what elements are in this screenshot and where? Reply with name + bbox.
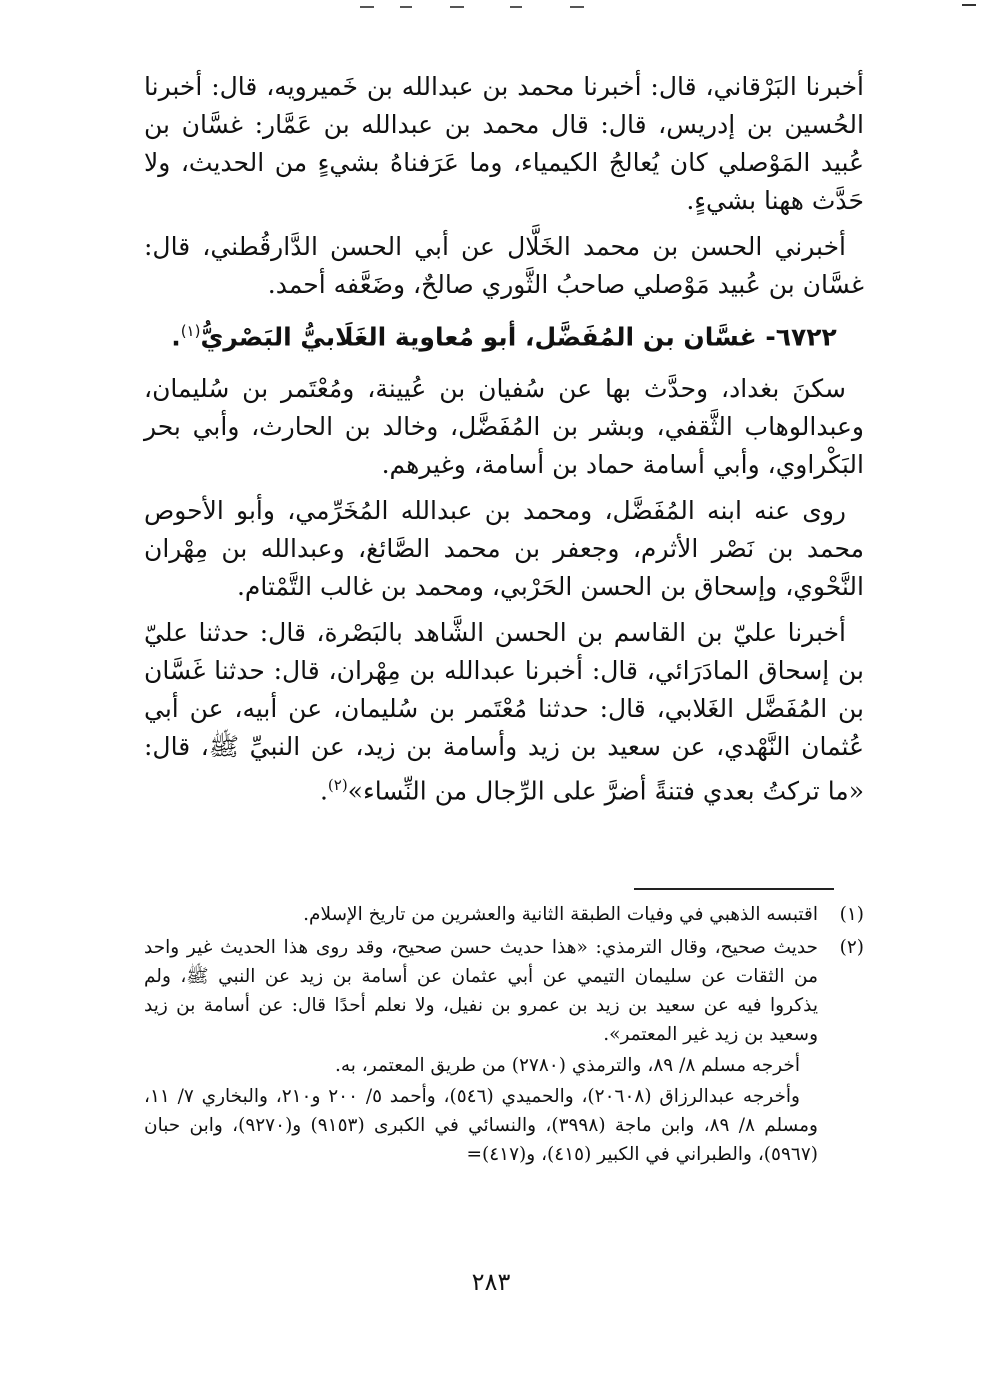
scan-corner-mark	[962, 4, 976, 6]
paragraph: أخبرنا عليّ بن القاسم بن الحسن الشَّاهد بالبَصْرة، قال: حدثنا عليّ بن إسحاق المادَرَائي، قال: أخبرنا عبدالله بن مِهْران، قال: حدثنا غَسَّان بن المُفَضَّل الغَلابي، قال: حدثنا مُعْتَمر بن سُليمان، عن أبيه، عن أبي عُثمان النَّهْدي، عن سعيد بن زيد وأسامة بن زيد، عن النبيِّ ﷺ، قال: «ما تركتُ بعدي فتنةً أضرَّ على الرِّجال من النِّساء»$^{(٢)}$.	[144, 618, 864, 806]
paragraph: روى عنه ابنه المُفَضَّل، ومحمد بن عبدالله المُخَرِّمي، وأبو الأحوص محمد بن نَصْر الأثرم، وجعفر بن محمد الصَّائغ، وعبدالله بن مِهْران النَّحْوي، وإسحاق بن الحسن الحَرْبي، ومحمد بن غالب التَّمْتام.	[144, 496, 864, 602]
scan-top-marks	[360, 2, 610, 12]
footnote-number: (٢)	[839, 937, 864, 958]
footnote-text: حديث صحيح، وقال الترمذي: «هذا حديث حسن صحيح، وقد روى هذا الحديث غير واحد من الثقات عن سليمان التيمي عن أبي عثمان عن أسامة بن زيد عن النبي ﷺ، ولم يذكروا فيه عن سعيد بن زيد بن عمرو بن نفيل، ولا نعلم أحدًا قال: عن أسامة بن زيد وسعيد بن زيد غير المعتمر».	[144, 937, 818, 1045]
paragraph-text: أخبرنا عليّ بن القاسم بن الحسن الشَّاهد بالبَصْرة، قال: حدثنا عليّ بن إسحاق المادَرَائي، قال: أخبرنا عبدالله بن مِهْران، قال: حدثنا غَسَّان بن المُفَضَّل الغَلابي، قال: حدثنا مُعْتَمر بن سُليمان، عن أبيه، عن أبي عُثمان النَّهْدي، عن سعيد بن زيد وأسامة بن زيد، عن النبيِّ ﷺ، قال: «ما تركتُ بعدي فتنةً أضرَّ على الرِّجال من النِّساء»	[144, 618, 864, 806]
footnote-text: وأخرجه عبدالرزاق (٢٠٦٠٨)، والحميدي (٥٤٦)، وأحمد ٥/ ٢٠٠ و٢١٠، والبخاري ٧/ ١١، ومسلم ٨/ ٨٩، وابن ماجة (٣٩٩٨)، والنسائي في الكبرى (٩١٥٣) و(٩٢٧٠)، وابن حبان (٥٩٦٧)، والطبراني في الكبير (٤١٥)، و(٤١٧)=	[144, 1086, 818, 1165]
paragraph: أخبرني الحسن بن محمد الخَلَّال عن أبي الحسن الدَّارقُطني، قال: غسَّان بن عُبيد مَوْصلي صاحبُ الثَّوري صالحٌ، وضَعَّفه أحمد.	[144, 232, 864, 299]
entry-heading: ٦٧٢٢- غسَّان بن المُفَضَّل، أبو مُعاوية الغَلَابيُّ البَصْريُّ$^{(١)}$.	[171, 322, 837, 352]
footnote-ref[interactable]: (١)	[180, 322, 201, 340]
footnote-text: أخرجه مسلم ٨/ ٨٩، والترمذي (٢٧٨٠) من طريق المعتمر، به.	[334, 1055, 800, 1076]
footnote	[144, 900, 864, 929]
footnote	[144, 933, 864, 1169]
paragraph: سكنَ بغداد، وحدَّث بها عن سُفيان بن عُيينة، ومُعْتَمر بن سُليمان، وعبدالوهاب الثَّقفي، وبشر بن المُفَضَّل، وخالد بن الحارث، وأبي بحر البَكْراوي، وأبي أسامة حماد بن أسامة، وغيرهم.	[144, 374, 865, 480]
footnote-text: اقتبسه الذهبي في وفيات الطبقة الثانية والعشرين من تاريخ الإسلام.	[303, 904, 818, 925]
main-text	[144, 68, 864, 819]
page-number: ٢٨٣	[471, 1268, 511, 1296]
entry-heading-text: ٦٧٢٢- غسَّان بن المُفَضَّل، أبو مُعاوية الغَلَابيُّ البَصْريُّ	[200, 322, 837, 352]
footnote-separator	[634, 888, 834, 890]
footnote-ref[interactable]: (٢)	[327, 776, 348, 795]
footnotes	[144, 900, 864, 1173]
footnote-number: (١)	[839, 904, 864, 925]
paragraph: أخبرنا البَرْقاني، قال: أخبرنا محمد بن عبدالله بن خَميرويه، قال: أخبرنا الحُسين بن إدريس، قال: قال محمد بن عبدالله بن عَمَّار: غسَّان بن عُبيد المَوْصلي كان يُعالجُ الكيمياء، وما عَرَفناهُ بشيءٍ من الحديث، ولا حَدَّث ههنا بشيءٍ.	[144, 72, 864, 215]
